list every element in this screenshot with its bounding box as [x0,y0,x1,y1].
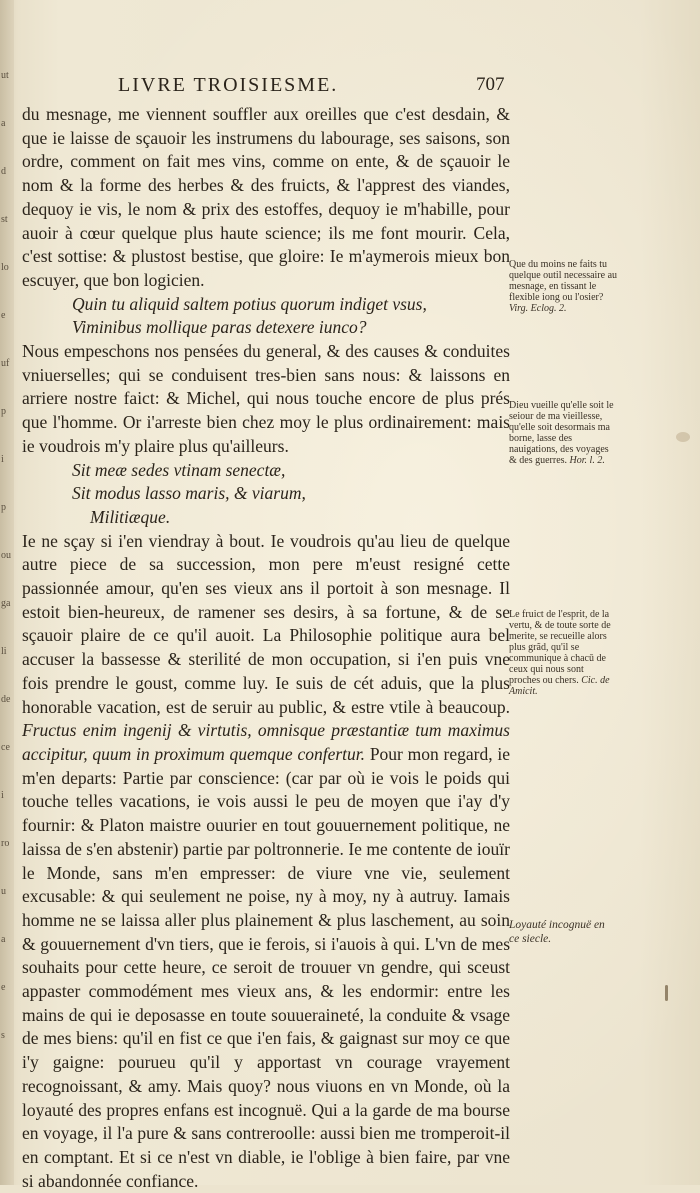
gutter-letter: i [1,454,4,465]
gutter-letter: uf [1,358,10,369]
margin-note-horace-text: Dieu vueille qu'elle soit le seiour de ma vieillesse, qu'elle soit desormais ma borne, lasse des nauigations, des voyages & des guerres. [509,400,614,466]
gutter-letter: p [1,406,6,417]
gutter-letter: e [1,310,6,321]
paragraph-2: Nous empeschons nos pensées du general, & des causes & conduites vniuerselles; qui se conduisent tres-bien sans nous: & laissons en arriere nostre faict: & Michel, qui nous touche encore de plus prés que l'homme. Or i'arreste bien chez moy le plus ordinairement: mais ie voudrois m'y plaire plus qu'ailleurs. [22,341,510,456]
gutter-letter: a [1,934,6,945]
gutter-letter: ga [1,598,11,609]
paragraph-3 [22,530,510,1193]
gutter-letter: de [1,694,11,705]
margin-note-virgil-text: Que du moins ne faits tu quelque outil necessaire au mesnage, en tissant le flexible iong ou l'osier? [509,259,618,303]
paragraph-1: du mesnage, me viennent souffler aux oreilles que c'est desdain, & que ie laisse de sçauoir les instrumens du labourage, ses saisons, son ordre, comment on fait mes vins, comme on ente, & de sçauoir le nom & la forme des herbes & des fruicts, & l'apprest des viandes, dequoy ie vis, le nom & prix des estoffes, dequoy ie m'habille, pour auoir à cœur quelque plus haute science; ils me font mourir. Cela, c'est sottise: & plustost bestise, que gloire: Ie m'aymerois mieux bon escuyer, que bon logicien. [22,104,510,290]
gutter-letter: a [1,118,6,129]
latin-quotation: Fructus enim ingenij & virtutis, omnisque præstantiæ tum maximus accipitur, quum in proximum quemque confertur. [22,720,510,764]
gutter-letter: i [1,790,4,801]
verse-2-line-3: Militiæque. [90,506,171,527]
page-number: 707 [476,74,505,95]
margin-note-horace-ref: Hor. l. 2. [569,455,605,466]
verse-2-line-2: Sit modus lasso maris, & viarum, [72,483,306,504]
margin-note-virgil [509,259,617,314]
gutter-letter: lo [1,262,9,273]
paper-mark [665,985,668,1001]
gutter-letter: p [1,502,6,513]
margin-note-cicero-text: Le fruict de l'esprit, de la vertu, & de toute sorte de merite, se recueille alors plus grãd, qu'il se communique à chacū de ceux qui nous sont proches ou chers. [509,609,611,686]
gutter-letter: ro [1,838,10,849]
margin-note-horace [509,400,617,466]
binding-gutter [0,0,14,1185]
gutter-letter: s [1,1030,5,1041]
paper-stain [676,432,690,442]
body-text [22,103,510,1193]
gutter-letters [1,52,13,1060]
verse-1-line-2: Viminibus mollique paras detexere iunco? [72,317,367,338]
paragraph-3-part-a: Ie ne sçay si i'en viendray à bout. Ie voudrois qu'au lieu de quelque autre piece de sa succession, mon pere m'eust resigné cette passionnée amour, qu'en ses vieux ans il portoit à son mesnage. Il estoit bien-heureux, de ramener ses desirs, à sa fortune, & de se sçauoir plaire de ce qu'il auoit. La Philosophie politique aura bel accuser la bassesse & sterilité de mon occupation, si i'en puis vne fois prendre le goust, comme luy. Ie suis de cét aduis, que la plus honorable vacation, est de seruir au public, & estre vtile à beaucoup. [22,530,510,717]
verse-2-line-1: Sit meæ sedes vtinam senectæ, [72,459,286,480]
gutter-letter: ou [1,550,11,561]
paragraph-3-part-b: Pour mon regard, ie m'en departs: Partie par conscience: (car par où ie vois le poids qui touche telles vacations, ie vois aussi le peu de moyen que i'ay d'y fournir: & Platon maistre ouurier en tout gouuernement politique, ne laissa de s'en abstenir) partie par poltronnerie. Ie me contente de iouïr le Monde, sans m'en empresser: de viure vne vie, seulement excusable: & qui seulement ne poise, ny à moy, ny à autruy. Iamais homme ne se laissa aller plus plainement & plus laschement, au soin & gouuernement d'vn tiers, que ie ferois, si i'auois à qui. L'vn de mes souhaits pour cette heure, ce seroit de trouuer vn gendre, qui sceust appaster commodément mes vieux ans, & les endormir: entre les mains de qui ie deposasse en toute souueraineté, la conduite & vsage de mes biens: qu'il en fist ce que i'en fais, & gaignast sur moy ce que i'y gaigne: pourueu qu'il y apportast vn courage vrayement recognoissant, & amy. Mais quoy? nous viuons en vn Monde, où la loyauté des propres enfans est incognuë. Qui a la garde de ma bourse en voyage, il l'a pure & sans contreroolle: aussi bien me tromperoit-il en comptant. Et si ce n'est vn diable, ie l'oblige à bien faire, par vne si abandonnée confiance. [22,743,511,1191]
margin-note-cicero-ref: Cic. de Amicit. [509,675,610,697]
gutter-letter: u [1,886,6,897]
running-head: LIVRE TROISIESME. [118,74,339,96]
gutter-letter: ce [1,742,10,753]
margin-note-loyaute: Loyauté incognuë en ce siecle. [509,919,605,945]
gutter-letter: d [1,166,6,177]
gutter-letter: st [1,214,8,225]
verse-1-line-1: Quin tu aliquid saltem potius quorum indiget vsus, [72,293,427,314]
gutter-letter: li [1,646,7,657]
margin-note-virgil-ref: Virg. Eclog. 2. [509,303,567,314]
gutter-letter: e [1,982,6,993]
gutter-letter: ut [1,70,9,81]
margin-note-cicero [509,609,617,697]
